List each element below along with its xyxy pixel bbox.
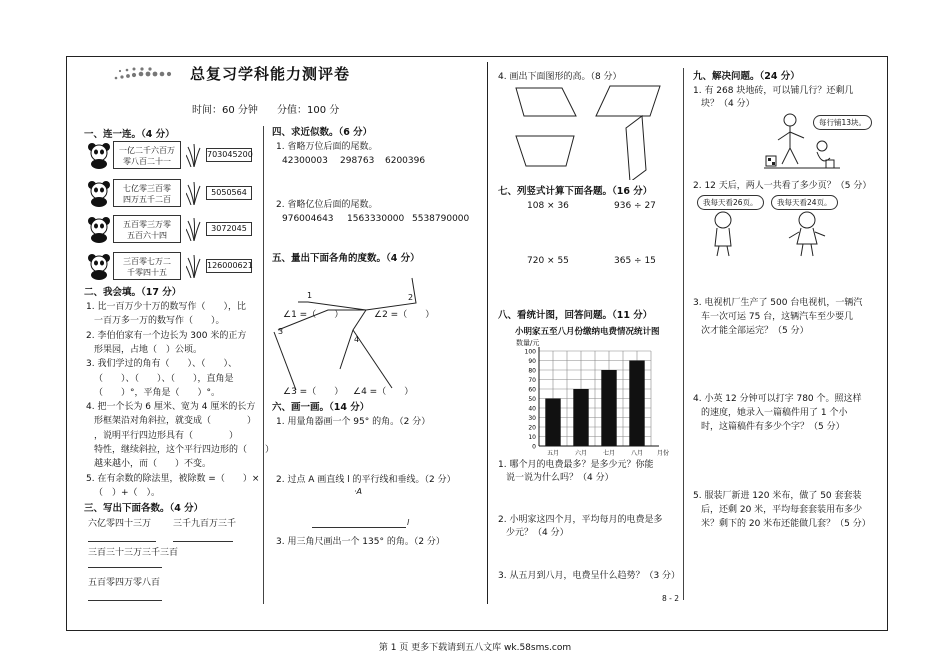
parallelogram-1 <box>516 88 576 116</box>
approx-number: 298763 <box>340 156 375 166</box>
chart-ytick-label: 80 <box>528 367 536 375</box>
solve-q5c: 米？剩下的 20 米布还能做几套？（5 分） <box>701 519 871 529</box>
panda-icon <box>86 215 112 243</box>
chart-ytick-label: 0 <box>532 443 536 451</box>
number-word-card[interactable] <box>113 179 181 207</box>
solve-q2: 2. 12 天后，两人一共看了多少页？（5 分） <box>693 181 872 191</box>
number-box[interactable]: 703045200 <box>206 148 252 162</box>
fill-blank-line: 1. 比一百万少十万的数写作（ ），比 <box>86 302 246 312</box>
chart-q2b: 少元？（4 分） <box>506 528 569 538</box>
chart-xtick-label: 五月 <box>546 450 560 457</box>
chart-bar <box>629 361 644 447</box>
card-line: 七亿零三百零 四万五千二百 <box>123 184 171 204</box>
write-number-3: 三百三十三万三千三百 <box>88 548 179 558</box>
approx-q2: 2. 省略亿位后面的尾数。 <box>276 200 378 210</box>
grass-icon <box>186 143 202 167</box>
fill-blank-line: 形果园，占地（ ）公顷。 <box>94 344 203 355</box>
section6-heading: 六、画一画。（14 分） <box>272 402 370 413</box>
fill-blank-line: 5. 在有余数的除法里，被除数 =（ ）× <box>86 473 260 484</box>
draw-q1: 1. 用量角器画一个 95° 的角。（2 分） <box>276 417 431 427</box>
chart-q2a: 2. 小明家这四个月，平均每月的电费是多 <box>498 515 663 525</box>
angle-3-ray <box>274 332 296 390</box>
number-box[interactable]: 126000621 <box>206 259 252 273</box>
trapezoid <box>516 136 574 166</box>
grass-icon <box>186 217 202 241</box>
approx-number: 5538790000 <box>412 214 470 224</box>
panda-icon <box>86 141 112 169</box>
draw-q4: 4. 画出下面图形的高。（8 分） <box>498 72 622 82</box>
section4-heading: 四、求近似数。（6 分） <box>272 127 373 138</box>
write-number-2: 三千九百万三千 <box>173 519 237 529</box>
section7-heading: 七、列竖式计算下面各题。（16 分） <box>498 186 653 197</box>
time-label: 时间：60 分钟 <box>192 105 258 116</box>
panda-icon <box>86 179 112 207</box>
solve-q1b: 块？（4 分） <box>701 99 755 109</box>
line-l-label: l <box>407 518 410 527</box>
chart-xtick-label: 七月 <box>602 450 616 457</box>
chart-bar <box>545 399 560 447</box>
angle-mark-1: 1 <box>307 291 313 300</box>
parallelogram-3 <box>626 116 646 180</box>
card-line: 一亿二千六百万 零八百二十一 <box>119 146 175 166</box>
number-word-card[interactable] <box>113 215 181 243</box>
chart-xtick-label: 八月 <box>630 450 644 457</box>
chart-q3: 3. 从五月到八月，电费呈什么趋势？（3 分） <box>498 571 681 581</box>
solve-q4a: 4. 小英 12 分钟可以打字 780 个。照这样 <box>693 394 862 404</box>
fill-blank-line: 4. 把一个长为 6 厘米、宽为 4 厘米的长方 <box>86 402 256 413</box>
fill-blank-line: ，说明平行四边形具有（ ） <box>94 430 239 441</box>
answer-line[interactable] <box>88 567 162 568</box>
chart-ytick-label: 10 <box>528 434 536 441</box>
chart-ytick-label: 100 <box>524 348 536 356</box>
card-line: 三百零七万二 千零四十五 <box>123 257 171 277</box>
shape-figures <box>510 80 680 180</box>
page-title: 总复习学科能力测评卷 <box>190 65 351 83</box>
angle-label-4: ∠4 =（ ） <box>353 387 414 397</box>
section9-heading: 九、解决问题。（24 分） <box>693 71 800 82</box>
solve-q5a: 5. 服装厂新进 120 米布，做了 50 套套装 <box>693 491 862 501</box>
fill-blank-line: 越来越小，而（ ）不变。 <box>94 459 212 470</box>
draw-q2: 2. 过点 A 画直线 l 的平行线和垂线。（2 分） <box>276 475 456 485</box>
section2-heading: 二、我会填。（17 分） <box>84 287 182 298</box>
solve-q5b: 后，还剩 20 米，平均每套套装用布多少 <box>701 505 863 515</box>
section1-heading: 一、连一连。（4 分） <box>84 129 175 140</box>
chart-bar <box>573 389 588 446</box>
chart-ytick-label: 40 <box>528 405 536 413</box>
chart-ytick-label: 70 <box>528 377 536 384</box>
fill-blank-line: （ ）°，平角是（ ）°。 <box>94 387 221 398</box>
speech-bubble-tiles: 每行铺13块。 <box>813 115 872 130</box>
tile-workers-illustration <box>760 110 850 176</box>
fill-blank-line: 3. 我们学过的角有（ ）、（ ）、 <box>86 359 237 370</box>
fill-blank-line: （ ）+（ ）。 <box>94 487 161 498</box>
page-number: 8 - 2 <box>662 594 680 603</box>
answer-line[interactable] <box>88 600 162 601</box>
column-divider-3 <box>683 68 684 600</box>
calc-item: 936 ÷ 27 <box>614 201 656 211</box>
write-number-4: 五百零四万零八百 <box>88 578 161 588</box>
fill-blank-line: 特性，继续斜拉，这个平行四边形的（ ） <box>94 445 275 455</box>
column-divider-center <box>487 62 488 604</box>
chart-ytick-label: 20 <box>528 424 536 432</box>
number-word-card[interactable] <box>113 252 181 280</box>
card-line: 五百零三万零 五百六十四 <box>123 220 171 240</box>
angle-mark-3: 3 <box>278 327 284 336</box>
write-number-1: 六亿零四十三万 <box>88 519 152 529</box>
angle-label-3: ∠3 =（ ） <box>283 387 344 397</box>
angle-label-1: ∠1 =（ ） <box>283 310 344 320</box>
answer-line[interactable] <box>173 541 233 542</box>
parallelogram-2 <box>596 86 660 116</box>
column-divider-1 <box>263 126 264 604</box>
chart-ytick-label: 90 <box>528 358 536 365</box>
grass-icon <box>186 181 202 205</box>
angle-4-lines <box>340 310 366 369</box>
approx-q1: 1. 省略万位后面的尾数。 <box>276 142 378 152</box>
fill-blank-line: 形框架沿对角斜拉，就变成（ ） <box>94 416 257 427</box>
angle-label-2: ∠2 =（ ） <box>374 310 435 320</box>
section8-heading: 八、看统计图，回答问题。（11 分） <box>498 310 653 321</box>
answer-line[interactable] <box>88 541 156 542</box>
solve-q4b: 的速度，她录入一篇稿件用了 1 个小 <box>701 408 848 418</box>
speech-bubble-26: 我每天看26页。 <box>697 195 764 210</box>
draw-q3: 3. 用三角尺画出一个 135° 的角。（2 分） <box>276 537 445 547</box>
solve-q1a: 1. 有 268 块地砖，可以铺几行？还剩几 <box>693 86 854 96</box>
number-word-card[interactable] <box>113 141 181 169</box>
chart-bar <box>601 370 616 446</box>
point-a-label: ·A <box>354 487 363 496</box>
calc-item: 365 ÷ 15 <box>614 256 656 266</box>
approx-number: 42300003 <box>282 156 328 166</box>
speech-bubble-24: 我每天看24页。 <box>771 195 838 210</box>
chart-ylabel: 数量/元 <box>516 339 540 347</box>
solve-q3a: 3. 电视机厂生产了 500 台电视机，一辆汽 <box>693 298 863 308</box>
chart-xtick-label: 六月 <box>574 450 588 457</box>
approx-number: 1563330000 <box>347 214 405 224</box>
angle-mark-4: 4 <box>354 335 360 344</box>
chart-ytick-label: 60 <box>528 386 536 394</box>
fill-blank-line: 一百万多一万的数写作（ ）。 <box>94 316 225 327</box>
solve-q4c: 时，这篇稿件有多少个字？（5 分） <box>701 422 845 432</box>
reading-kids-illustration <box>705 208 835 258</box>
approx-number: 976004643 <box>282 214 334 224</box>
line-l <box>312 527 406 528</box>
download-footer: 第 1 页 更多下载请到五八文库 wk.58sms.com <box>378 643 572 653</box>
chart-q1a: 1. 哪个月的电费最多？是多少元？你能 <box>498 460 654 470</box>
chart-ytick-label: 50 <box>528 396 536 403</box>
chart-ytick-label: 30 <box>528 415 536 422</box>
approx-number: 6200396 <box>385 156 426 166</box>
solve-q3c: 次才能全部运完？（5 分） <box>701 326 809 336</box>
number-box[interactable]: 5050564 <box>206 186 252 200</box>
section3-heading: 三、写出下面各数。（4 分） <box>84 503 204 514</box>
chart-q1b: 说一说为什么吗？（4 分） <box>506 473 614 483</box>
score-label: 分值：100 分 <box>277 105 340 116</box>
electricity-bar-chart <box>505 345 683 460</box>
panda-icon <box>86 252 112 280</box>
calc-item: 720 × 55 <box>527 256 569 266</box>
section5-heading: 五、量出下面各角的度数。（4 分） <box>272 253 420 264</box>
number-box[interactable]: 3072045 <box>206 222 252 236</box>
chart-title: 小明家五至八月份缴纳电费情况统计图 <box>515 327 660 337</box>
solve-q3b: 车一次可运 75 台，这辆汽车至少要几 <box>701 312 854 322</box>
fill-blank-line: （ ）、（ ）、（ ），直角是 <box>94 373 234 384</box>
angle-mark-2: 2 <box>408 293 414 302</box>
grass-icon <box>186 254 202 278</box>
fill-blank-line: 2. 李伯伯家有一个边长为 300 米的正方 <box>86 330 247 341</box>
chart-xlabel: 月份 <box>656 450 670 457</box>
calc-item: 108 × 36 <box>527 201 569 211</box>
